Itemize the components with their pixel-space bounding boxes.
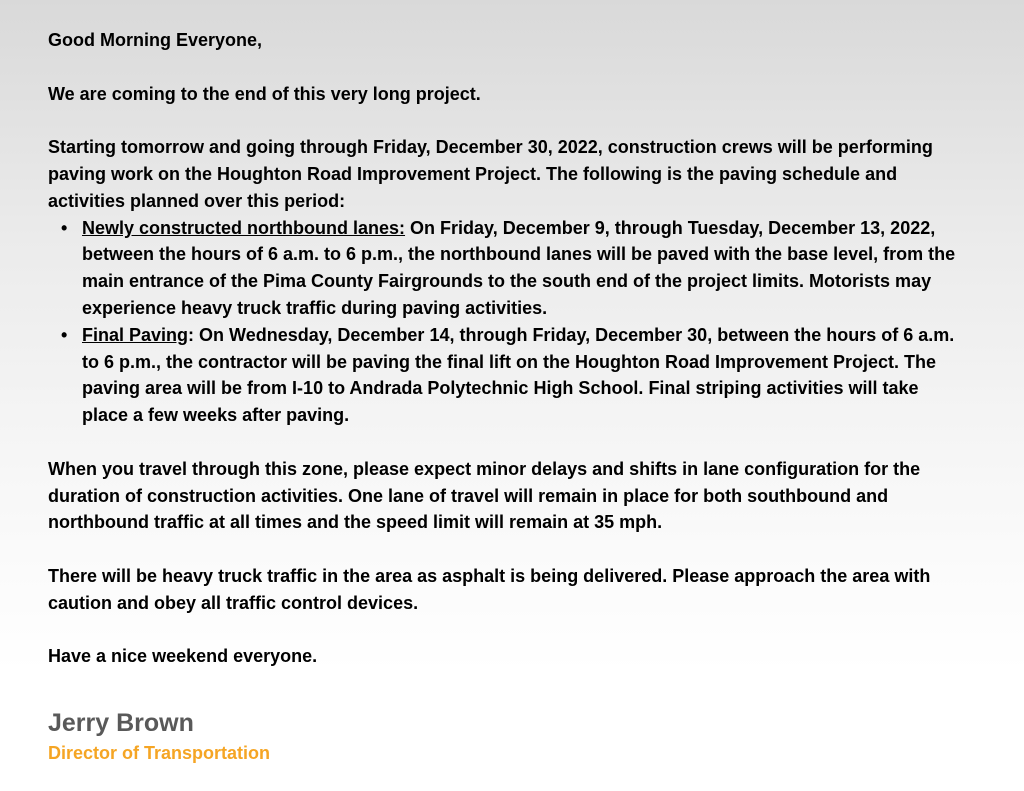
bullet-icon: • xyxy=(61,324,68,345)
signature-block xyxy=(48,706,270,766)
list-item-text: : On Wednesday, December 14, through Friday, December 30, between the hours of 6 a.m. to 6 p.m., the contractor will be paving the final lift on the Houghton Road Improvement Project. The paving area will be from I-10 to Andrada Polytechnic High School. Final striping activities will take place a few weeks after paving. xyxy=(82,324,955,426)
signer-title: Director of Transportation xyxy=(48,743,271,763)
greeting: Good Morning Everyone, xyxy=(48,30,263,50)
spacer xyxy=(48,54,968,81)
list-item-label: Newly constructed northbound lanes: xyxy=(82,217,406,238)
signer-name: Jerry Brown xyxy=(48,709,194,737)
letter-body xyxy=(48,27,968,670)
spacer xyxy=(48,107,968,134)
bullet-icon: • xyxy=(61,217,68,238)
list-item-text: On Friday, December 9, through Tuesday, December 13, 2022, between the hours of 6 a.m. to 6 p.m., the northbound lanes will be paved with the base level, from the main entrance of the Pima County Fairgrounds to the south end of the project limits. Motorists may experience heavy truck traffic during paving activities. xyxy=(82,217,956,318)
intro-paragraph: We are coming to the end of this very long project. xyxy=(48,83,481,104)
paving-schedule-list xyxy=(48,215,968,429)
list-item xyxy=(61,215,968,322)
schedule-intro-paragraph: Starting tomorrow and going through Friday, December 30, 2022, construction crews will be performing paving work on the Houghton Road Improvement Project. The following is the paving schedule and activities planned over this period: xyxy=(48,137,933,211)
spacer xyxy=(48,617,968,644)
spacer xyxy=(48,429,968,456)
truck-traffic-paragraph: There will be heavy truck traffic in the area as asphalt is being delivered. Please approach the area with caution and obey all traffic control devices. xyxy=(48,565,931,613)
list-item-label: Final Paving xyxy=(82,324,189,345)
list-item xyxy=(61,322,968,429)
travel-paragraph: When you travel through this zone, please expect minor delays and shifts in lane configuration for the duration of construction activities. One lane of travel will remain in place for both southbound and northbound traffic at all times and the speed limit will remain at 35 mph. xyxy=(48,458,921,533)
spacer xyxy=(48,536,968,563)
closing-line: Have a nice weekend everyone. xyxy=(48,646,318,667)
